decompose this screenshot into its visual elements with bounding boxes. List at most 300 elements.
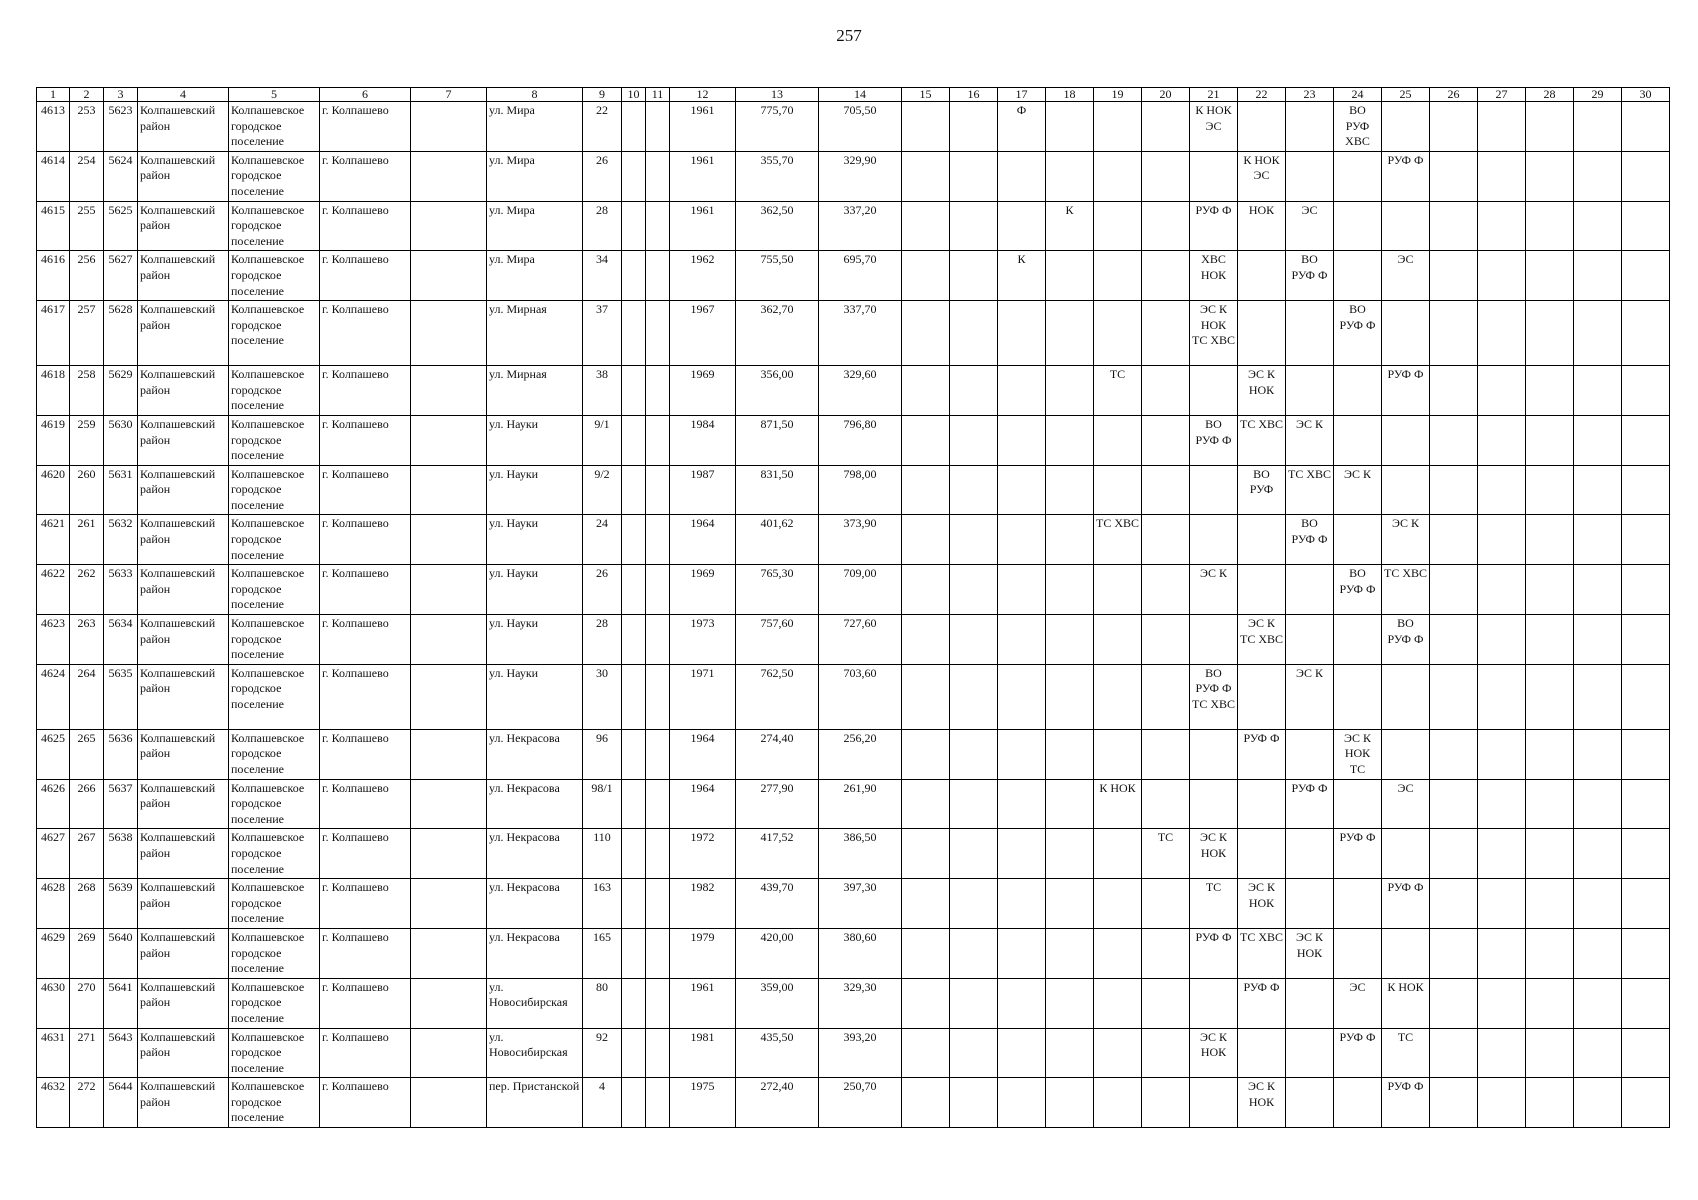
cell-col-15	[902, 565, 950, 615]
cell-col-1: 4631	[37, 1028, 70, 1078]
cell-col-30	[1622, 1078, 1670, 1128]
cell-col-29	[1574, 201, 1622, 251]
cell-col-3: 5623	[104, 102, 138, 152]
cell-col-19	[1094, 879, 1142, 929]
cell-col-5: Колпашевское городское поселение	[229, 301, 320, 366]
cell-col-14: 397,30	[819, 879, 902, 929]
cell-col-13: 401,62	[736, 515, 819, 565]
cell-col-3: 5638	[104, 829, 138, 879]
cell-col-21: ЭС К НОК	[1190, 1028, 1238, 1078]
cell-col-20	[1142, 879, 1190, 929]
cell-col-9: 24	[583, 515, 622, 565]
cell-col-17	[998, 879, 1046, 929]
cell-col-12: 1984	[670, 415, 736, 465]
cell-col-7	[411, 366, 487, 416]
cell-col-3: 5636	[104, 729, 138, 779]
cell-col-5: Колпашевское городское поселение	[229, 102, 320, 152]
cell-col-30	[1622, 879, 1670, 929]
cell-col-12: 1961	[670, 201, 736, 251]
cell-col-30	[1622, 829, 1670, 879]
cell-col-15	[902, 978, 950, 1028]
cell-col-13: 775,70	[736, 102, 819, 152]
cell-col-14: 727,60	[819, 615, 902, 665]
cell-col-3: 5631	[104, 465, 138, 515]
cell-col-16	[950, 879, 998, 929]
cell-col-6: г. Колпашево	[320, 465, 411, 515]
cell-col-21	[1190, 779, 1238, 829]
cell-col-13: 274,40	[736, 729, 819, 779]
cell-col-25: ЭС	[1382, 779, 1430, 829]
cell-col-6: г. Колпашево	[320, 251, 411, 301]
cell-col-29	[1574, 978, 1622, 1028]
table-row	[37, 102, 1670, 152]
cell-col-4: Колпашевский район	[138, 151, 229, 201]
cell-col-29	[1574, 829, 1622, 879]
cell-col-4: Колпашевский район	[138, 978, 229, 1028]
cell-col-19	[1094, 1028, 1142, 1078]
cell-col-12: 1987	[670, 465, 736, 515]
cell-col-25: ЭС	[1382, 251, 1430, 301]
cell-col-21	[1190, 151, 1238, 201]
cell-col-24	[1334, 366, 1382, 416]
table-row	[37, 615, 1670, 665]
cell-col-21: ЭС К НОК	[1190, 829, 1238, 879]
cell-col-4: Колпашевский район	[138, 366, 229, 416]
cell-col-25	[1382, 664, 1430, 729]
cell-col-16	[950, 615, 998, 665]
cell-col-15	[902, 251, 950, 301]
cell-col-24: ВО РУФ Ф	[1334, 301, 1382, 366]
cell-col-27	[1478, 1078, 1526, 1128]
column-header-14: 14	[819, 88, 902, 102]
cell-col-12: 1969	[670, 366, 736, 416]
cell-col-25	[1382, 301, 1430, 366]
cell-col-18	[1046, 829, 1094, 879]
column-header-27: 27	[1478, 88, 1526, 102]
cell-col-28	[1526, 615, 1574, 665]
cell-col-11	[646, 664, 670, 729]
cell-col-3: 5641	[104, 978, 138, 1028]
cell-col-25	[1382, 729, 1430, 779]
cell-col-24	[1334, 664, 1382, 729]
cell-col-12: 1979	[670, 928, 736, 978]
cell-col-19: ТС ХВС	[1094, 515, 1142, 565]
cell-col-15	[902, 465, 950, 515]
cell-col-23	[1286, 151, 1334, 201]
table-row	[37, 664, 1670, 729]
cell-col-21	[1190, 515, 1238, 565]
column-header-9: 9	[583, 88, 622, 102]
cell-col-23: ТС ХВС	[1286, 465, 1334, 515]
column-header-18: 18	[1046, 88, 1094, 102]
cell-col-1: 4629	[37, 928, 70, 978]
cell-col-4: Колпашевский район	[138, 102, 229, 152]
cell-col-19: ТС	[1094, 366, 1142, 416]
cell-col-16	[950, 928, 998, 978]
cell-col-8: ул. Новосибирская	[487, 1028, 583, 1078]
cell-col-26	[1430, 102, 1478, 152]
cell-col-12: 1964	[670, 729, 736, 779]
cell-col-4: Колпашевский район	[138, 201, 229, 251]
cell-col-7	[411, 615, 487, 665]
cell-col-26	[1430, 251, 1478, 301]
cell-col-26	[1430, 615, 1478, 665]
cell-col-3: 5634	[104, 615, 138, 665]
cell-col-23: ЭС К	[1286, 415, 1334, 465]
cell-col-11	[646, 1078, 670, 1128]
cell-col-13: 362,50	[736, 201, 819, 251]
cell-col-25: ВО РУФ Ф	[1382, 615, 1430, 665]
cell-col-17	[998, 565, 1046, 615]
cell-col-6: г. Колпашево	[320, 151, 411, 201]
cell-col-25: РУФ Ф	[1382, 151, 1430, 201]
cell-col-8: ул. Мира	[487, 251, 583, 301]
cell-col-20	[1142, 301, 1190, 366]
cell-col-22: ЭС К НОК	[1238, 366, 1286, 416]
cell-col-10	[622, 1078, 646, 1128]
cell-col-7	[411, 515, 487, 565]
column-header-29: 29	[1574, 88, 1622, 102]
cell-col-4: Колпашевский район	[138, 729, 229, 779]
cell-col-29	[1574, 151, 1622, 201]
cell-col-22: ТС ХВС	[1238, 415, 1286, 465]
cell-col-29	[1574, 565, 1622, 615]
cell-col-7	[411, 1078, 487, 1128]
cell-col-17	[998, 366, 1046, 416]
cell-col-26	[1430, 366, 1478, 416]
cell-col-9: 9/2	[583, 465, 622, 515]
cell-col-16	[950, 366, 998, 416]
cell-col-21	[1190, 978, 1238, 1028]
cell-col-8: ул. Некрасова	[487, 879, 583, 929]
cell-col-21	[1190, 366, 1238, 416]
table-row	[37, 829, 1670, 879]
cell-col-7	[411, 729, 487, 779]
cell-col-13: 435,50	[736, 1028, 819, 1078]
cell-col-18	[1046, 615, 1094, 665]
cell-col-13: 356,00	[736, 366, 819, 416]
cell-col-8: ул. Некрасова	[487, 729, 583, 779]
cell-col-24	[1334, 779, 1382, 829]
cell-col-15	[902, 515, 950, 565]
cell-col-19	[1094, 664, 1142, 729]
cell-col-8: ул. Науки	[487, 565, 583, 615]
cell-col-7	[411, 1028, 487, 1078]
cell-col-5: Колпашевское городское поселение	[229, 465, 320, 515]
cell-col-15	[902, 615, 950, 665]
cell-col-18	[1046, 729, 1094, 779]
cell-col-27	[1478, 151, 1526, 201]
cell-col-9: 163	[583, 879, 622, 929]
cell-col-28	[1526, 565, 1574, 615]
cell-col-26	[1430, 565, 1478, 615]
cell-col-21: РУФ Ф	[1190, 201, 1238, 251]
cell-col-23	[1286, 102, 1334, 152]
cell-col-11	[646, 415, 670, 465]
cell-col-20	[1142, 664, 1190, 729]
cell-col-24	[1334, 201, 1382, 251]
cell-col-14: 705,50	[819, 102, 902, 152]
column-header-19: 19	[1094, 88, 1142, 102]
column-header-5: 5	[229, 88, 320, 102]
cell-col-2: 270	[70, 978, 104, 1028]
cell-col-26	[1430, 1078, 1478, 1128]
cell-col-28	[1526, 664, 1574, 729]
cell-col-10	[622, 102, 646, 152]
cell-col-26	[1430, 201, 1478, 251]
cell-col-3: 5643	[104, 1028, 138, 1078]
cell-col-30	[1622, 415, 1670, 465]
cell-col-22	[1238, 515, 1286, 565]
cell-col-2: 263	[70, 615, 104, 665]
cell-col-23	[1286, 729, 1334, 779]
cell-col-14: 261,90	[819, 779, 902, 829]
cell-col-9: 92	[583, 1028, 622, 1078]
cell-col-27	[1478, 201, 1526, 251]
cell-col-23: РУФ Ф	[1286, 779, 1334, 829]
cell-col-23	[1286, 1078, 1334, 1128]
cell-col-22: ТС ХВС	[1238, 928, 1286, 978]
cell-col-8: ул. Новосибирская	[487, 978, 583, 1028]
cell-col-9: 22	[583, 102, 622, 152]
cell-col-2: 253	[70, 102, 104, 152]
cell-col-24: ЭС К	[1334, 465, 1382, 515]
cell-col-10	[622, 301, 646, 366]
cell-col-2: 265	[70, 729, 104, 779]
cell-col-4: Колпашевский район	[138, 664, 229, 729]
cell-col-8: ул. Науки	[487, 615, 583, 665]
cell-col-19	[1094, 251, 1142, 301]
cell-col-4: Колпашевский район	[138, 879, 229, 929]
cell-col-30	[1622, 1028, 1670, 1078]
cell-col-26	[1430, 928, 1478, 978]
cell-col-19	[1094, 615, 1142, 665]
cell-col-7	[411, 415, 487, 465]
cell-col-17: Ф	[998, 102, 1046, 152]
cell-col-10	[622, 465, 646, 515]
cell-col-5: Колпашевское городское поселение	[229, 1028, 320, 1078]
cell-col-20	[1142, 978, 1190, 1028]
cell-col-4: Колпашевский район	[138, 1078, 229, 1128]
cell-col-7	[411, 879, 487, 929]
cell-col-2: 260	[70, 465, 104, 515]
cell-col-26	[1430, 151, 1478, 201]
cell-col-26	[1430, 415, 1478, 465]
cell-col-11	[646, 515, 670, 565]
cell-col-13: 362,70	[736, 301, 819, 366]
cell-col-28	[1526, 879, 1574, 929]
cell-col-28	[1526, 415, 1574, 465]
cell-col-25: ТС ХВС	[1382, 565, 1430, 615]
cell-col-14: 329,60	[819, 366, 902, 416]
cell-col-15	[902, 415, 950, 465]
cell-col-9: 80	[583, 978, 622, 1028]
cell-col-18	[1046, 301, 1094, 366]
cell-col-22: ЭС К НОК	[1238, 1078, 1286, 1128]
cell-col-21: ЭС К НОК ТС ХВС	[1190, 301, 1238, 366]
cell-col-16	[950, 729, 998, 779]
cell-col-23: ЭС К	[1286, 664, 1334, 729]
cell-col-15	[902, 102, 950, 152]
cell-col-11	[646, 151, 670, 201]
table-row	[37, 928, 1670, 978]
table-row	[37, 201, 1670, 251]
cell-col-10	[622, 151, 646, 201]
cell-col-30	[1622, 729, 1670, 779]
housing-registry-table	[36, 87, 1670, 1128]
cell-col-12: 1973	[670, 615, 736, 665]
cell-col-9: 28	[583, 615, 622, 665]
cell-col-1: 4628	[37, 879, 70, 929]
cell-col-19	[1094, 465, 1142, 515]
cell-col-5: Колпашевское городское поселение	[229, 201, 320, 251]
table-row	[37, 465, 1670, 515]
cell-col-17	[998, 729, 1046, 779]
cell-col-2: 266	[70, 779, 104, 829]
cell-col-28	[1526, 779, 1574, 829]
cell-col-20	[1142, 779, 1190, 829]
cell-col-27	[1478, 301, 1526, 366]
cell-col-17	[998, 664, 1046, 729]
cell-col-28	[1526, 1028, 1574, 1078]
cell-col-27	[1478, 366, 1526, 416]
cell-col-19	[1094, 102, 1142, 152]
cell-col-1: 4625	[37, 729, 70, 779]
cell-col-24	[1334, 251, 1382, 301]
cell-col-15	[902, 928, 950, 978]
cell-col-3: 5644	[104, 1078, 138, 1128]
table-row	[37, 366, 1670, 416]
cell-col-1: 4621	[37, 515, 70, 565]
cell-col-29	[1574, 928, 1622, 978]
cell-col-15	[902, 664, 950, 729]
cell-col-9: 110	[583, 829, 622, 879]
cell-col-30	[1622, 615, 1670, 665]
cell-col-15	[902, 151, 950, 201]
cell-col-29	[1574, 664, 1622, 729]
column-header-25: 25	[1382, 88, 1430, 102]
cell-col-6: г. Колпашево	[320, 201, 411, 251]
cell-col-22	[1238, 779, 1286, 829]
cell-col-25: ЭС К	[1382, 515, 1430, 565]
cell-col-20	[1142, 151, 1190, 201]
cell-col-18	[1046, 151, 1094, 201]
cell-col-12: 1971	[670, 664, 736, 729]
cell-col-8: пер. Пристанской	[487, 1078, 583, 1128]
cell-col-26	[1430, 465, 1478, 515]
cell-col-21	[1190, 615, 1238, 665]
cell-col-10	[622, 366, 646, 416]
cell-col-26	[1430, 978, 1478, 1028]
cell-col-24	[1334, 615, 1382, 665]
cell-col-5: Колпашевское городское поселение	[229, 515, 320, 565]
cell-col-29	[1574, 1028, 1622, 1078]
cell-col-10	[622, 664, 646, 729]
cell-col-2: 257	[70, 301, 104, 366]
cell-col-16	[950, 978, 998, 1028]
cell-col-24	[1334, 879, 1382, 929]
cell-col-4: Колпашевский район	[138, 829, 229, 879]
cell-col-1: 4632	[37, 1078, 70, 1128]
cell-col-20	[1142, 251, 1190, 301]
cell-col-19	[1094, 729, 1142, 779]
cell-col-14: 329,90	[819, 151, 902, 201]
cell-col-25: К НОК	[1382, 978, 1430, 1028]
cell-col-17	[998, 151, 1046, 201]
cell-col-18	[1046, 251, 1094, 301]
cell-col-17	[998, 928, 1046, 978]
cell-col-12: 1962	[670, 251, 736, 301]
cell-col-27	[1478, 615, 1526, 665]
cell-col-15	[902, 1078, 950, 1128]
cell-col-10	[622, 415, 646, 465]
cell-col-13: 355,70	[736, 151, 819, 201]
cell-col-24	[1334, 415, 1382, 465]
table-row	[37, 565, 1670, 615]
cell-col-8: ул. Некрасова	[487, 928, 583, 978]
cell-col-27	[1478, 928, 1526, 978]
cell-col-20	[1142, 1028, 1190, 1078]
cell-col-16	[950, 201, 998, 251]
cell-col-14: 386,50	[819, 829, 902, 879]
cell-col-27	[1478, 729, 1526, 779]
cell-col-22	[1238, 664, 1286, 729]
cell-col-15	[902, 779, 950, 829]
cell-col-9: 98/1	[583, 779, 622, 829]
cell-col-28	[1526, 928, 1574, 978]
cell-col-1: 4626	[37, 779, 70, 829]
cell-col-26	[1430, 1028, 1478, 1078]
cell-col-30	[1622, 664, 1670, 729]
column-header-23: 23	[1286, 88, 1334, 102]
cell-col-19	[1094, 565, 1142, 615]
cell-col-27	[1478, 664, 1526, 729]
cell-col-18	[1046, 465, 1094, 515]
column-header-10: 10	[622, 88, 646, 102]
cell-col-6: г. Колпашево	[320, 928, 411, 978]
column-header-16: 16	[950, 88, 998, 102]
cell-col-12: 1964	[670, 779, 736, 829]
table-row	[37, 729, 1670, 779]
cell-col-10	[622, 201, 646, 251]
cell-col-17	[998, 1078, 1046, 1128]
cell-col-28	[1526, 515, 1574, 565]
cell-col-4: Колпашевский район	[138, 928, 229, 978]
cell-col-13: 757,60	[736, 615, 819, 665]
cell-col-7	[411, 829, 487, 879]
cell-col-29	[1574, 879, 1622, 929]
cell-col-19	[1094, 301, 1142, 366]
cell-col-18	[1046, 1028, 1094, 1078]
cell-col-10	[622, 729, 646, 779]
column-header-26: 26	[1430, 88, 1478, 102]
cell-col-14: 337,70	[819, 301, 902, 366]
cell-col-25	[1382, 201, 1430, 251]
cell-col-3: 5632	[104, 515, 138, 565]
cell-col-11	[646, 615, 670, 665]
cell-col-4: Колпашевский район	[138, 415, 229, 465]
cell-col-17: К	[998, 251, 1046, 301]
cell-col-20: ТС	[1142, 829, 1190, 879]
cell-col-10	[622, 615, 646, 665]
cell-col-5: Колпашевское городское поселение	[229, 664, 320, 729]
column-header-21: 21	[1190, 88, 1238, 102]
cell-col-6: г. Колпашево	[320, 978, 411, 1028]
cell-col-26	[1430, 829, 1478, 879]
cell-col-30	[1622, 565, 1670, 615]
cell-col-8: ул. Науки	[487, 465, 583, 515]
cell-col-20	[1142, 565, 1190, 615]
